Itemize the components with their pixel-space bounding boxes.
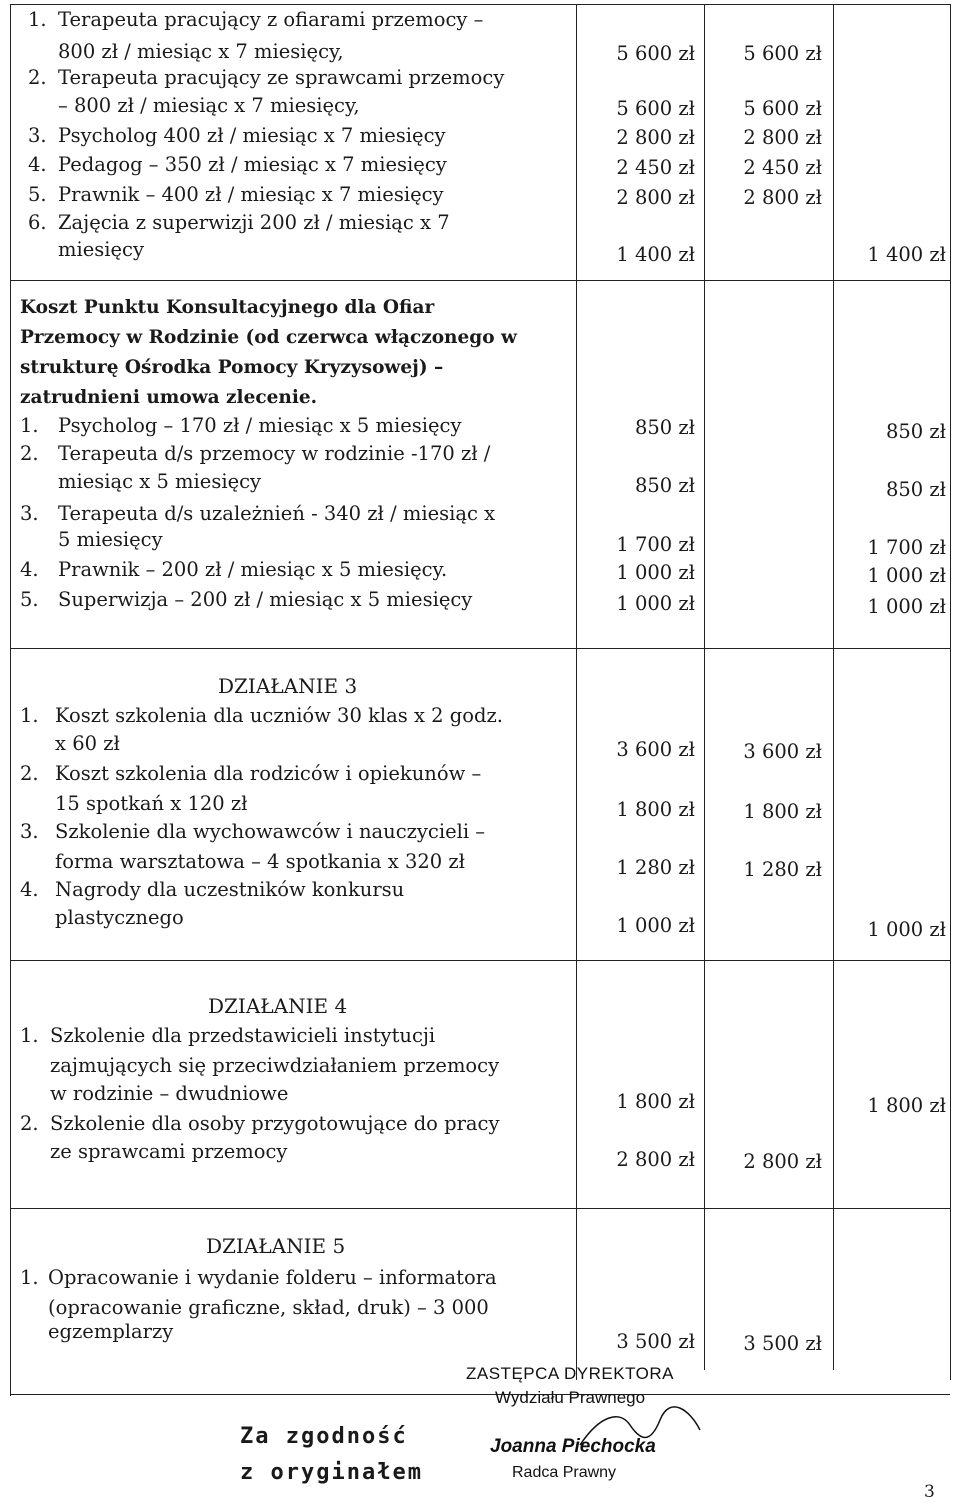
item-text: 15 spotkań x 120 zł <box>55 792 248 815</box>
column-divider-2 <box>704 4 705 1370</box>
amount-col3: 850 zł <box>885 420 946 443</box>
amount-col1: 1 280 zł <box>616 856 695 879</box>
item-number: 4. <box>20 878 39 901</box>
amount-col1: 850 zł <box>634 474 695 497</box>
amount-col3: 1 000 zł <box>867 564 946 587</box>
amount-col2: 2 800 zł <box>743 186 822 209</box>
amount-col1: 1 000 zł <box>616 592 695 615</box>
amount-col1: 2 800 zł <box>616 126 695 149</box>
amount-col3: 1 400 zł <box>867 243 946 266</box>
amount-col2: 1 800 zł <box>743 800 822 823</box>
item-text: ze sprawcami przemocy <box>50 1140 288 1163</box>
item-text: Pedagog – 350 zł / miesiąc x 7 miesięcy <box>58 153 447 176</box>
item-text: 5 miesięcy <box>58 528 163 551</box>
item-number: 2. <box>20 762 39 785</box>
amount-col3: 1 700 zł <box>867 536 946 559</box>
section-heading: strukturę Ośrodka Pomocy Kryzysowej) – <box>20 357 444 378</box>
item-text: Opracowanie i wydanie folderu – informatora <box>48 1266 497 1289</box>
amount-col1: 3 600 zł <box>616 738 695 761</box>
item-text: x 60 zł <box>55 732 120 755</box>
item-text: Prawnik – 400 zł / miesiąc x 7 miesięcy <box>58 183 444 206</box>
amount-col2: 1 280 zł <box>743 858 822 881</box>
amount-col1: 1 000 zł <box>616 561 695 584</box>
item-text: (opracowanie graficzne, skład, druk) – 3 000 <box>48 1296 489 1319</box>
stamp-department: Wydziału Prawnego <box>495 1388 646 1407</box>
item-text: Szkolenie dla osoby przygotowujące do pracy <box>50 1112 500 1135</box>
section-heading: Przemocy w Rodzinie (od czerwca włączonego w <box>20 327 517 348</box>
section-heading: Koszt Punktu Konsultacyjnego dla Ofiar <box>20 297 435 318</box>
amount-col2: 3 500 zł <box>743 1332 822 1355</box>
item-text: egzemplarzy <box>48 1320 174 1343</box>
item-text: Szkolenie dla wychowawców i nauczycieli – <box>55 820 486 843</box>
item-text: – 800 zł / miesiąc x 7 miesięcy, <box>58 94 360 117</box>
item-text: Prawnik – 200 zł / miesiąc x 5 miesięcy. <box>58 558 448 581</box>
item-text: Terapeuta pracujący z ofiarami przemocy – <box>58 8 484 31</box>
amount-col1: 1 800 zł <box>616 798 695 821</box>
section-title: DZIAŁANIE 4 <box>208 994 348 1018</box>
amount-col3: 1 800 zł <box>867 1094 946 1117</box>
item-text: zajmujących się przeciwdziałaniem przemocy <box>50 1054 500 1077</box>
amount-col1: 1 400 zł <box>616 243 695 266</box>
item-text: Koszt szkolenia dla rodziców i opiekunów – <box>55 762 482 785</box>
item-number: 1. <box>20 704 39 727</box>
signatory-role: Radca Prawny <box>512 1464 617 1481</box>
item-text: Zajęcia z superwizji 200 zł / miesiąc x 7 <box>58 211 450 234</box>
item-text: plastycznego <box>55 906 184 929</box>
item-number: 3. <box>28 124 47 147</box>
amount-col1: 1 800 zł <box>616 1090 695 1113</box>
stamp-title: ZASTĘPCA DYREKTORA <box>466 1364 675 1383</box>
amount-col2: 2 800 zł <box>743 1150 822 1173</box>
table-top-border <box>10 4 950 5</box>
table-left-border <box>10 4 11 1396</box>
item-number: 3. <box>20 502 39 525</box>
signature-scribble <box>560 1405 720 1465</box>
item-text: Terapeuta d/s uzależnień - 340 zł / miesiąc x <box>58 502 496 525</box>
amount-col2: 2 450 zł <box>743 156 822 179</box>
item-text: Terapeuta d/s przemocy w rodzinie -170 zł / <box>58 442 491 465</box>
amount-col1: 1 700 zł <box>616 533 695 556</box>
amount-col1: 5 600 zł <box>616 97 695 120</box>
item-text: Nagrody dla uczestników konkursu <box>55 878 405 901</box>
item-text: w rodzinie – dwudniowe <box>50 1082 289 1105</box>
item-number: 1. <box>20 1266 39 1289</box>
item-number: 4. <box>28 153 47 176</box>
item-text: miesiąc x 5 miesięcy <box>58 470 262 493</box>
item-number: 3. <box>20 820 39 843</box>
item-text: Psycholog 400 zł / miesiąc x 7 miesięcy <box>58 124 446 147</box>
item-text: forma warsztatowa – 4 spotkania x 320 zł <box>55 850 465 873</box>
certification-line1: Za zgodność <box>240 1424 408 1449</box>
item-text: Superwizja – 200 zł / miesiąc x 5 miesięcy <box>58 588 473 611</box>
amount-col3: 1 000 zł <box>867 595 946 618</box>
certification-line2: z oryginałem <box>240 1460 423 1485</box>
amount-col2: 5 600 zł <box>743 97 822 120</box>
amount-col2: 5 600 zł <box>743 42 822 65</box>
column-divider-3 <box>833 4 834 1370</box>
item-number: 1. <box>20 414 39 437</box>
item-text: Szkolenie dla przedstawicieli instytucji <box>50 1024 436 1047</box>
item-text: Koszt szkolenia dla uczniów 30 klas x 2 godz. <box>55 704 503 727</box>
page-number: 3 <box>924 1482 935 1502</box>
amount-col1: 2 800 zł <box>616 186 695 209</box>
amount-col1: 2 450 zł <box>616 156 695 179</box>
column-divider-1 <box>576 4 577 1380</box>
item-number: 2. <box>20 1112 39 1135</box>
row-divider <box>10 648 950 649</box>
table-right-border <box>950 4 951 1380</box>
item-text: miesięcy <box>58 238 144 261</box>
row-divider <box>10 960 950 961</box>
item-number: 1. <box>20 1024 39 1047</box>
item-number: 5. <box>28 183 47 206</box>
item-number: 6. <box>28 211 47 234</box>
amount-col2: 3 600 zł <box>743 740 822 763</box>
amount-col1: 1 000 zł <box>616 914 695 937</box>
item-number: 2. <box>20 442 39 465</box>
item-number: 2. <box>28 66 47 89</box>
amount-col1: 3 500 zł <box>616 1330 695 1353</box>
item-text: Psycholog – 170 zł / miesiąc x 5 miesięcy <box>58 414 462 437</box>
item-number: 5. <box>20 588 39 611</box>
amount-col2: 2 800 zł <box>743 126 822 149</box>
item-text: 800 zł / miesiąc x 7 miesięcy, <box>58 40 344 63</box>
signatory-name: Joanna Piechocka <box>490 1436 656 1457</box>
item-number: 1. <box>28 8 47 31</box>
section-title: DZIAŁANIE 5 <box>206 1234 346 1258</box>
item-text: Terapeuta pracujący ze sprawcami przemocy <box>58 66 505 89</box>
amount-col3: 850 zł <box>885 478 946 501</box>
amount-col3: 1 000 zł <box>867 918 946 941</box>
item-number: 4. <box>20 558 39 581</box>
section-heading: zatrudnieni umowa zlecenie. <box>20 387 318 408</box>
amount-col1: 5 600 zł <box>616 42 695 65</box>
amount-col1: 2 800 zł <box>616 1148 695 1171</box>
row-divider <box>10 1208 950 1209</box>
amount-col1: 850 zł <box>634 416 695 439</box>
table-bottom-border <box>10 1394 950 1395</box>
section-title: DZIAŁANIE 3 <box>218 674 358 698</box>
row-divider <box>10 280 950 281</box>
